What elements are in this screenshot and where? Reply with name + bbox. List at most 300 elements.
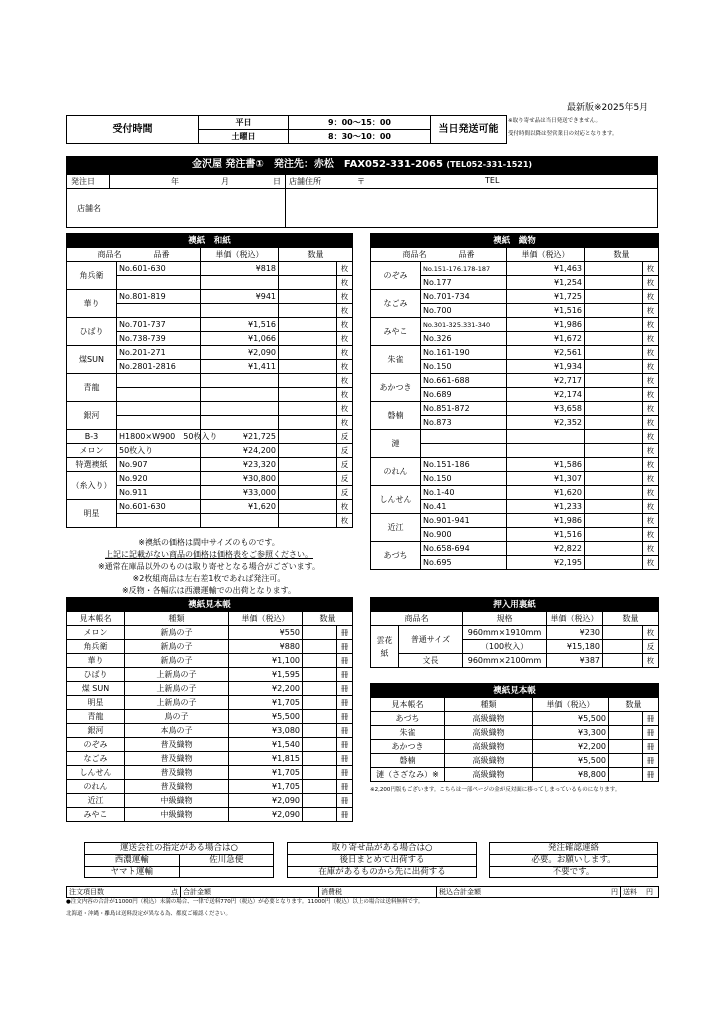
qty-cell[interactable] bbox=[279, 514, 337, 528]
sample-type: 上新鳥の子 bbox=[125, 668, 229, 682]
product-code bbox=[117, 514, 201, 528]
sample-type: 中級織物 bbox=[125, 808, 229, 822]
qty-cell[interactable] bbox=[279, 262, 337, 276]
unit-label: 冊 bbox=[643, 754, 659, 768]
sample-row bbox=[67, 682, 353, 696]
unit-price: ¥818 bbox=[201, 262, 279, 276]
washi-notes: ※襖紙の価格は間中サイズのものです。 上記に記載がない商品の価格は価格表をご参照ください。 ※通常在庫品以外のものは取り寄せとなる場合がございます。 ※2枚組商品は左右差1枚であれば発注可。 ※反物・各幅広は西濃運輸での出荷となります。 bbox=[97, 538, 321, 595]
note-order-item: ※取り寄せ品は当日発送できません。 bbox=[508, 118, 601, 124]
col-name: 商品名 品番 bbox=[67, 248, 201, 262]
sample-row bbox=[67, 766, 353, 780]
unit-price: ¥30,800 bbox=[201, 472, 279, 486]
unit-price: ¥2,174 bbox=[507, 388, 585, 402]
sample-price: ¥8,800 bbox=[533, 768, 609, 782]
sample-name: メロン bbox=[67, 626, 125, 640]
sample-type: 普及織物 bbox=[125, 766, 229, 780]
product-name: 朱雀 bbox=[371, 346, 421, 374]
order-year: 年 bbox=[171, 177, 179, 186]
unit-label: 枚 bbox=[337, 514, 353, 528]
sample-row bbox=[371, 754, 659, 768]
product-code: No.658-694 bbox=[421, 542, 507, 556]
unit-label: 枚 bbox=[337, 318, 353, 332]
qty-cell[interactable] bbox=[303, 668, 337, 682]
unit-label: 枚 bbox=[643, 276, 659, 290]
unit-label: 枚 bbox=[337, 360, 353, 374]
unit-label: 枚 bbox=[643, 444, 659, 458]
reception-label: 受付時間 bbox=[67, 116, 199, 144]
qty-cell[interactable] bbox=[279, 444, 337, 458]
yamato-option[interactable]: ヤマト運輸 bbox=[85, 867, 180, 878]
unit-label: 冊 bbox=[643, 712, 659, 726]
unit-label: 冊 bbox=[337, 654, 353, 668]
qty-cell[interactable] bbox=[585, 500, 643, 514]
confirm-title: 発注確認連絡 bbox=[490, 843, 657, 855]
postal-mark: 〒 bbox=[357, 177, 365, 186]
product-code: No.161-190 bbox=[421, 346, 507, 360]
product-name: のぞみ bbox=[371, 262, 421, 290]
qty-cell[interactable] bbox=[585, 360, 643, 374]
qty-cell[interactable] bbox=[609, 768, 643, 782]
qty-cell[interactable] bbox=[279, 276, 337, 290]
oshiire-table: 押入用裏紙 商品名 規格 単価（税込） 数量 雲花紙 普通サイズ 960mm×1910mm ¥230 枚 （100枚入） ¥15,180 反 文長 960mm×2100mm ¥387 枚 bbox=[370, 597, 659, 668]
product-code bbox=[117, 388, 201, 402]
unit-price: ¥1,516 bbox=[507, 528, 585, 542]
product-code bbox=[421, 444, 507, 458]
unit-label: 冊 bbox=[337, 724, 353, 738]
product-code: No.700 bbox=[421, 304, 507, 318]
sample-row bbox=[67, 724, 353, 738]
qty-cell[interactable] bbox=[279, 360, 337, 374]
qty-cell[interactable] bbox=[585, 458, 643, 472]
shipping-fee-cell[interactable]: 送料 bbox=[621, 887, 659, 898]
product-code: No.177 bbox=[421, 276, 507, 290]
qty-cell[interactable] bbox=[279, 430, 337, 444]
confirm-needed-option[interactable]: 必要。お願いします。 bbox=[490, 855, 657, 867]
qty-cell[interactable] bbox=[279, 290, 337, 304]
product-row bbox=[67, 472, 353, 486]
product-row bbox=[371, 318, 659, 332]
product-name: 青龍 bbox=[67, 374, 117, 402]
product-code bbox=[117, 276, 201, 290]
product-name: ひばり bbox=[67, 318, 117, 346]
sample-row bbox=[67, 640, 353, 654]
sample-right-table: 襖紙見本帳 見本帳名 種類 単価（税込） 数量 あづち 高級織物 ¥5,500 冊 朱雀 高級織物 ¥3,300 冊 あかつき 高級織物 ¥2,200 冊 磐楠 高級織物 ¥5,500 冊 漣（さざなみ）※ 高級織物 ¥8,800 冊 bbox=[370, 683, 659, 782]
unit-price: ¥2,561 bbox=[507, 346, 585, 360]
qty-cell[interactable] bbox=[585, 374, 643, 388]
qty-cell[interactable] bbox=[603, 654, 643, 668]
col-price: 単価（税込） bbox=[201, 248, 279, 262]
product-row bbox=[67, 374, 353, 388]
orimono-header: 襖紙 織物 bbox=[371, 234, 659, 248]
washi-header: 襖紙 和紙 bbox=[67, 234, 353, 248]
product-code: No.661-688 bbox=[421, 374, 507, 388]
sagawa-option[interactable]: 佐川急便 bbox=[209, 855, 244, 865]
sample-row bbox=[371, 768, 659, 782]
sample-price: ¥2,090 bbox=[229, 794, 303, 808]
unit-price: ¥1,620 bbox=[201, 500, 279, 514]
sample-row bbox=[67, 654, 353, 668]
product-name: あづち bbox=[371, 542, 421, 570]
version-label: 最新版※2025年5月 bbox=[567, 103, 649, 113]
unit-price: ¥1,620 bbox=[507, 486, 585, 500]
product-row bbox=[371, 290, 659, 304]
product-name: みやこ bbox=[371, 318, 421, 346]
product-code: No.907 bbox=[117, 458, 201, 472]
product-code: No.41 bbox=[421, 500, 507, 514]
ship-later-option[interactable]: 後日まとめて出荷する bbox=[288, 855, 476, 867]
qty-cell[interactable] bbox=[585, 276, 643, 290]
sample-name: 煤 SUN bbox=[67, 682, 125, 696]
sample-name: 近江 bbox=[67, 794, 125, 808]
sample-price: ¥1,705 bbox=[229, 696, 303, 710]
qty-cell[interactable] bbox=[585, 528, 643, 542]
product-code: No.326 bbox=[421, 332, 507, 346]
sample-price: ¥1,100 bbox=[229, 654, 303, 668]
sample-row bbox=[371, 712, 659, 726]
qty-cell[interactable] bbox=[585, 318, 643, 332]
sample-row bbox=[67, 710, 353, 724]
qty-cell[interactable] bbox=[279, 416, 337, 430]
qty-cell[interactable] bbox=[279, 402, 337, 416]
qty-cell[interactable] bbox=[303, 766, 337, 780]
product-row bbox=[67, 318, 353, 332]
unit-price bbox=[201, 276, 279, 290]
product-name: （糸入り） bbox=[67, 472, 117, 500]
sample-type: 新鳥の子 bbox=[125, 640, 229, 654]
qty-cell[interactable] bbox=[585, 444, 643, 458]
sample-name: あづち bbox=[371, 712, 445, 726]
qty-cell[interactable] bbox=[279, 472, 337, 486]
oshiire-spec: （100枚入） bbox=[463, 640, 547, 654]
qty-cell[interactable] bbox=[279, 346, 337, 360]
product-code: No.201-271 bbox=[117, 346, 201, 360]
qty-cell[interactable] bbox=[585, 262, 643, 276]
product-name: あかつき bbox=[371, 374, 421, 402]
unit-label: 枚 bbox=[337, 304, 353, 318]
product-name: B-3 bbox=[67, 430, 117, 444]
qty-cell[interactable] bbox=[303, 682, 337, 696]
product-code: No.901-941 bbox=[421, 514, 507, 528]
unit-price: ¥1,233 bbox=[507, 500, 585, 514]
unit-label: 冊 bbox=[337, 794, 353, 808]
product-name: 磐楠 bbox=[371, 402, 421, 430]
sample-type: 高級織物 bbox=[445, 768, 533, 782]
sample-type: 中級織物 bbox=[125, 794, 229, 808]
unit-price: ¥2,195 bbox=[507, 556, 585, 570]
unka-group: 雲花紙 bbox=[371, 626, 399, 668]
backorder-box bbox=[287, 842, 477, 878]
orimono-table bbox=[370, 233, 659, 570]
sample-row bbox=[67, 808, 353, 822]
order-title: 金沢屋 発注書① 発注先：赤松 FAX052-331-2065 bbox=[191, 159, 443, 170]
unit-price: ¥1,725 bbox=[507, 290, 585, 304]
sample-price: ¥1,705 bbox=[229, 780, 303, 794]
product-name: メロン bbox=[67, 444, 117, 458]
product-row bbox=[67, 444, 353, 458]
product-code: No.601-630 bbox=[117, 262, 201, 276]
qty-cell[interactable] bbox=[303, 654, 337, 668]
unit-label: 冊 bbox=[337, 738, 353, 752]
weekday-time: 9：00～15：00 bbox=[289, 116, 431, 130]
qty-cell[interactable] bbox=[603, 640, 643, 654]
unit-label: 枚 bbox=[643, 360, 659, 374]
qty-cell[interactable] bbox=[303, 640, 337, 654]
unit-price: ¥1,411 bbox=[201, 360, 279, 374]
sample-type: 普及織物 bbox=[125, 780, 229, 794]
qty-cell[interactable] bbox=[585, 388, 643, 402]
oshiire-name: 文長 bbox=[399, 654, 463, 668]
unit-label: 枚 bbox=[643, 402, 659, 416]
unit-price: ¥2,090 bbox=[201, 346, 279, 360]
seino-option[interactable]: 西濃運輸 bbox=[85, 855, 180, 866]
product-name: 近江 bbox=[371, 514, 421, 542]
sample-type: 上新鳥の子 bbox=[125, 682, 229, 696]
product-code: No.695 bbox=[421, 556, 507, 570]
qty-cell[interactable] bbox=[303, 724, 337, 738]
unit-price bbox=[201, 388, 279, 402]
unit-price bbox=[201, 304, 279, 318]
sample-left-table: 襖紙見本帳 見本帳名 種類 単価（税込） 数量 メロン 新鳥の子 ¥550 冊 角兵衛 新鳥の子 ¥880 冊 華り 新鳥の子 ¥1,100 冊 ひばり 上新鳥の子 ¥1,595 冊 煤 SUN 上新鳥の子 ¥2,200 冊 明星 上新鳥の子 ¥1,705 冊 青龍 鳥の子 ¥5,500 冊 銀河 本鳥の子 ¥3,080 冊 のぞみ 普及織物 ¥1,540 冊 なごみ 普及織物 ¥1,815 冊 しんせん 普及織物 ¥1,705 冊 のれん 普及織物 ¥1,705 冊 近江 中級織物 ¥2,090 冊 みやこ 中級織物 ¥2,090 冊 bbox=[66, 597, 353, 822]
unit-label: 枚 bbox=[643, 500, 659, 514]
qty-cell[interactable] bbox=[279, 318, 337, 332]
unit-label: 反 bbox=[337, 444, 353, 458]
unit-label: 枚 bbox=[337, 416, 353, 430]
sample-price: ¥2,090 bbox=[229, 808, 303, 822]
unit-label: 冊 bbox=[337, 626, 353, 640]
unit-label: 枚 bbox=[643, 388, 659, 402]
product-code: No.738-739 bbox=[117, 332, 201, 346]
qty-cell[interactable] bbox=[585, 472, 643, 486]
product-code: H1800×W900 50枚入り bbox=[117, 430, 201, 444]
sample-name: あかつき bbox=[371, 740, 445, 754]
unit-label: 冊 bbox=[337, 766, 353, 780]
unit-label: 冊 bbox=[643, 726, 659, 740]
unit-label: 枚 bbox=[643, 472, 659, 486]
confirm-unneeded-option[interactable]: 不要です。 bbox=[552, 867, 595, 877]
sample-type: 高級織物 bbox=[445, 712, 533, 726]
order-date-label: 発注日 bbox=[71, 177, 95, 186]
qty-cell[interactable] bbox=[303, 752, 337, 766]
qty-cell[interactable] bbox=[603, 626, 643, 640]
qty-cell[interactable] bbox=[585, 304, 643, 318]
sample-name: のぞみ bbox=[67, 738, 125, 752]
sample-name: 銀河 bbox=[67, 724, 125, 738]
unit-price bbox=[507, 444, 585, 458]
sample-price: ¥2,200 bbox=[533, 740, 609, 754]
col-name: 商品名 品番 bbox=[371, 248, 507, 262]
product-row bbox=[67, 290, 353, 304]
qty-cell[interactable] bbox=[303, 794, 337, 808]
product-name: 漣 bbox=[371, 430, 421, 458]
unit-price: ¥1,586 bbox=[507, 458, 585, 472]
unit-label: 枚 bbox=[643, 262, 659, 276]
qty-cell[interactable] bbox=[585, 542, 643, 556]
sample-name: 明星 bbox=[67, 696, 125, 710]
unit-label: 枚 bbox=[643, 290, 659, 304]
sample-name: 漣（さざなみ）※ bbox=[371, 768, 445, 782]
shipping-yen: 円 bbox=[646, 888, 653, 896]
product-row bbox=[371, 262, 659, 276]
sample-type: 高級織物 bbox=[445, 740, 533, 754]
unit-label: 枚 bbox=[337, 276, 353, 290]
unit-label: 冊 bbox=[337, 780, 353, 794]
sample-type: 高級織物 bbox=[445, 754, 533, 768]
product-code: No.601-630 bbox=[117, 500, 201, 514]
product-row bbox=[371, 542, 659, 556]
oshiire-price: ¥387 bbox=[547, 654, 603, 668]
sample-name: 朱雀 bbox=[371, 726, 445, 740]
qty-cell[interactable] bbox=[279, 486, 337, 500]
sample-row bbox=[371, 726, 659, 740]
sample-row bbox=[67, 780, 353, 794]
product-name: 華り bbox=[67, 290, 117, 318]
sample-price: ¥1,705 bbox=[229, 766, 303, 780]
sample-name: 角兵衛 bbox=[67, 640, 125, 654]
qty-cell[interactable] bbox=[585, 430, 643, 444]
product-name: なごみ bbox=[371, 290, 421, 318]
sample-name: 華り bbox=[67, 654, 125, 668]
sample-row bbox=[67, 738, 353, 752]
product-code: No.151-176.178-187 bbox=[421, 262, 507, 276]
unit-price: ¥2,822 bbox=[507, 542, 585, 556]
product-row bbox=[371, 514, 659, 528]
confirm-box bbox=[489, 842, 658, 878]
qty-cell[interactable] bbox=[585, 346, 643, 360]
unit-label: 枚 bbox=[643, 416, 659, 430]
oshiire-spec: 960mm×1910mm bbox=[463, 626, 547, 640]
product-code: 50枚入り bbox=[117, 444, 201, 458]
note-after-hours: 受付時間以降は翌営業日の対応となります。 bbox=[508, 131, 618, 137]
qty-cell[interactable] bbox=[303, 780, 337, 794]
unit-price: ¥3,658 bbox=[507, 402, 585, 416]
unit-label: 冊 bbox=[337, 808, 353, 822]
product-code: No.1-40 bbox=[421, 486, 507, 500]
product-row bbox=[67, 430, 353, 444]
col-qty: 数量 bbox=[585, 248, 659, 262]
sample-name: しんせん bbox=[67, 766, 125, 780]
unit-price: ¥1,254 bbox=[507, 276, 585, 290]
product-row bbox=[67, 458, 353, 472]
qty-cell[interactable] bbox=[279, 374, 337, 388]
sample-row bbox=[67, 794, 353, 808]
qty-cell[interactable] bbox=[585, 514, 643, 528]
unit-label: 冊 bbox=[337, 640, 353, 654]
qty-cell[interactable] bbox=[303, 710, 337, 724]
product-row bbox=[67, 402, 353, 416]
sample-price: ¥5,500 bbox=[229, 710, 303, 724]
sample-name: 磐楠 bbox=[371, 754, 445, 768]
unit-price: ¥1,986 bbox=[507, 514, 585, 528]
qty-cell[interactable] bbox=[585, 402, 643, 416]
product-row bbox=[67, 500, 353, 514]
address-label: 店舗住所 bbox=[289, 177, 321, 186]
unit-label: 枚 bbox=[337, 346, 353, 360]
unit-label: 枚 bbox=[643, 430, 659, 444]
qty-cell[interactable] bbox=[279, 458, 337, 472]
taxed-total-cell[interactable]: 税込合計金額 円 bbox=[437, 887, 621, 898]
shipping-note: ●注文内容の合計が11000円（税込）未満の場合、一律で送料770円（税込）が必要となります。11000円（税込）以上の場合は送料無料です。 bbox=[66, 899, 424, 905]
order-tel: (TEL052-331-1521) bbox=[446, 160, 533, 169]
qty-cell[interactable] bbox=[303, 738, 337, 752]
qty-cell[interactable] bbox=[609, 726, 643, 740]
sample-row bbox=[67, 626, 353, 640]
product-code: No.911 bbox=[117, 486, 201, 500]
item-count-cell[interactable]: 注文項目数 点 bbox=[67, 887, 181, 898]
product-name: 煤SUN bbox=[67, 346, 117, 374]
qty-cell[interactable] bbox=[279, 332, 337, 346]
qty-cell[interactable] bbox=[279, 304, 337, 318]
qty-cell[interactable] bbox=[585, 486, 643, 500]
unit-label: 冊 bbox=[337, 710, 353, 724]
unit-label: 枚 bbox=[337, 262, 353, 276]
product-code: No.151-186 bbox=[421, 458, 507, 472]
unit-label: 冊 bbox=[643, 768, 659, 782]
qty-cell[interactable] bbox=[303, 696, 337, 710]
qty-cell[interactable] bbox=[303, 626, 337, 640]
qty-cell[interactable] bbox=[609, 740, 643, 754]
unit-label: 枚 bbox=[337, 402, 353, 416]
qty-cell[interactable] bbox=[585, 416, 643, 430]
unit-price: ¥1,672 bbox=[507, 332, 585, 346]
sample-type: 新鳥の子 bbox=[125, 626, 229, 640]
unit-price: ¥1,066 bbox=[201, 332, 279, 346]
same-day-label: 当日発送可能 bbox=[431, 116, 507, 144]
qty-cell[interactable] bbox=[585, 556, 643, 570]
qty-cell[interactable] bbox=[585, 332, 643, 346]
unit-label: 枚 bbox=[337, 290, 353, 304]
product-code: No.873 bbox=[421, 416, 507, 430]
backorder-title: 取り寄せ品がある場合は○ bbox=[288, 843, 476, 855]
total-amount-cell[interactable]: 合計金額 bbox=[181, 887, 319, 898]
oshiire-price: ¥15,180 bbox=[547, 640, 603, 654]
sample-type: 高級織物 bbox=[445, 726, 533, 740]
unit-label: 反 bbox=[337, 458, 353, 472]
qty-cell[interactable] bbox=[279, 388, 337, 402]
tel-label: TEL bbox=[485, 176, 500, 185]
sample-name: ひばり bbox=[67, 668, 125, 682]
sample-name: みやこ bbox=[67, 808, 125, 822]
qty-cell[interactable] bbox=[303, 808, 337, 822]
product-code bbox=[421, 430, 507, 444]
qty-cell[interactable] bbox=[585, 290, 643, 304]
unit-label: 枚 bbox=[643, 528, 659, 542]
col-qty: 数量 bbox=[279, 248, 353, 262]
sample-row bbox=[67, 668, 353, 682]
product-code: No.920 bbox=[117, 472, 201, 486]
unit-label: 冊 bbox=[337, 668, 353, 682]
tax-cell[interactable]: 消費税 bbox=[319, 887, 437, 898]
order-day: 日 bbox=[273, 177, 281, 186]
sample-type: 新鳥の子 bbox=[125, 654, 229, 668]
unit-price: ¥1,463 bbox=[507, 262, 585, 276]
qty-cell[interactable] bbox=[279, 500, 337, 514]
unit-label: 反 bbox=[337, 472, 353, 486]
sample-price: ¥3,080 bbox=[229, 724, 303, 738]
unit-price: ¥2,352 bbox=[507, 416, 585, 430]
sample-price: ¥2,200 bbox=[229, 682, 303, 696]
product-row bbox=[371, 458, 659, 472]
unit-price bbox=[201, 402, 279, 416]
unit-label: 冊 bbox=[337, 752, 353, 766]
ship-stock-first-option[interactable]: 在庫があるものから先に出荷する bbox=[318, 867, 446, 877]
unit-label: 枚 bbox=[643, 374, 659, 388]
weekday-label: 平日 bbox=[199, 116, 289, 130]
qty-cell[interactable] bbox=[609, 712, 643, 726]
qty-cell[interactable] bbox=[609, 754, 643, 768]
unit-label: 枚 bbox=[643, 346, 659, 360]
sample-price: ¥1,540 bbox=[229, 738, 303, 752]
order-month: 月 bbox=[221, 177, 229, 186]
